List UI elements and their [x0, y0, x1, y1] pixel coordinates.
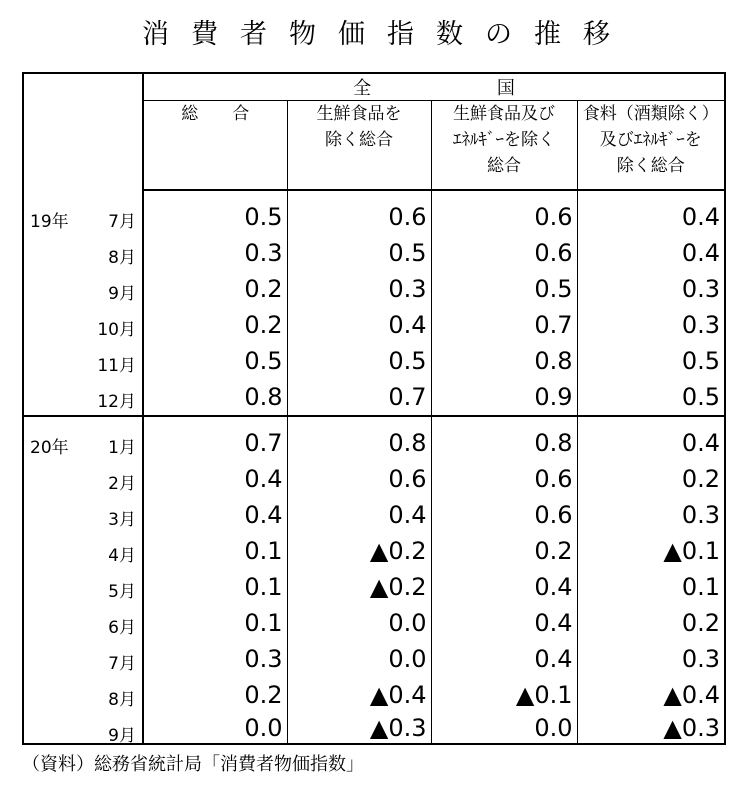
row-period [23, 497, 143, 533]
header-corner [23, 73, 143, 190]
header-line: 生鮮食品及び [453, 104, 555, 124]
table-cell: 0.0 [431, 713, 577, 744]
cpi-table [22, 72, 726, 745]
table-row [23, 199, 725, 235]
table-row [23, 379, 725, 416]
row-month: 2月 [108, 474, 136, 494]
row-month: 7月 [108, 654, 136, 674]
table-row [23, 713, 725, 744]
table-cell: 0.4 [431, 641, 577, 677]
table-cell: 0.3 [244, 239, 283, 267]
table-row [23, 641, 725, 677]
header-col-excl-fresh-food [287, 101, 431, 191]
table-cell: 0.2 [244, 681, 283, 709]
row-period [23, 713, 143, 744]
table-cell: 0.4 [287, 497, 431, 533]
row-month: 9月 [108, 726, 136, 746]
header-line: 総合 [487, 156, 521, 176]
row-period [23, 569, 143, 605]
table-cell: 0.4 [577, 235, 725, 271]
row-period [23, 343, 143, 379]
row-period [23, 235, 143, 271]
row-month: 8月 [108, 248, 136, 268]
header-line: 除く総合 [325, 130, 393, 150]
table-row [23, 497, 725, 533]
row-year: 19年 [30, 212, 69, 232]
table-cell: 0.0 [244, 714, 283, 742]
header-col-overall [143, 101, 287, 191]
table-cell: 0.5 [431, 271, 577, 307]
table-row [23, 271, 725, 307]
table-cell: 0.7 [244, 429, 283, 457]
row-period [23, 461, 143, 497]
table-cell: 0.8 [431, 425, 577, 461]
row-period [23, 379, 143, 416]
row-month: 1月 [108, 438, 136, 458]
row-period [23, 307, 143, 343]
table-row [23, 307, 725, 343]
page-title: 消費者物価指数の推移 [142, 19, 632, 50]
table-cell: 0.7 [431, 307, 577, 343]
table-cell: 0.6 [431, 199, 577, 235]
row-year: 20年 [30, 438, 69, 458]
row-month: 9月 [108, 284, 136, 304]
table-cell: 0.1 [244, 609, 283, 637]
table-cell: 0.4 [431, 569, 577, 605]
table-cell: 0.3 [577, 307, 725, 343]
row-month: 4月 [108, 546, 136, 566]
table-cell: 0.4 [577, 425, 725, 461]
table-cell: 0.8 [287, 425, 431, 461]
row-month: 11月 [97, 356, 136, 376]
table-cell: 0.2 [244, 275, 283, 303]
table-row [23, 677, 725, 713]
row-month: 5月 [108, 582, 136, 602]
table-cell: 0.8 [143, 379, 287, 416]
table-cell: 0.4 [577, 199, 725, 235]
table-cell: 0.6 [431, 461, 577, 497]
table-row [23, 235, 725, 271]
row-period [23, 271, 143, 307]
spacer-row [23, 416, 725, 425]
table-row [23, 343, 725, 379]
table-row [23, 533, 725, 569]
table-cell: 0.2 [577, 461, 725, 497]
row-period [23, 677, 143, 713]
table-cell: ▲0.4 [287, 677, 431, 713]
table-cell: 0.3 [577, 271, 725, 307]
table-cell: ▲0.2 [287, 533, 431, 569]
table-cell: 0.1 [577, 569, 725, 605]
table-cell: 0.6 [431, 235, 577, 271]
table-cell: 0.4 [287, 307, 431, 343]
row-period [23, 605, 143, 641]
table-cell: 0.5 [287, 235, 431, 271]
table-cell: 0.5 [287, 343, 431, 379]
table-cell: ▲0.2 [287, 569, 431, 605]
row-month: 10月 [97, 320, 136, 340]
table-cell: ▲0.1 [577, 533, 725, 569]
table-cell: 0.9 [431, 379, 577, 416]
table-row [23, 605, 725, 641]
table-cell: 0.4 [244, 465, 283, 493]
table-cell: ▲0.3 [287, 713, 431, 744]
table-cell: 0.0 [287, 641, 431, 677]
header-group-nation: 全 国 [143, 73, 725, 101]
header-line: 食料（酒類除く） [582, 104, 719, 124]
table-cell: 0.3 [577, 641, 725, 677]
row-period [23, 199, 143, 235]
header-line: 除く総合 [616, 156, 685, 176]
table-cell: 0.5 [244, 347, 283, 375]
table-cell: 0.5 [577, 379, 725, 416]
table-cell: ▲0.1 [431, 677, 577, 713]
table-cell: 0.4 [431, 605, 577, 641]
spacer-row [23, 190, 725, 199]
header-line: 総 合 [181, 104, 250, 124]
row-month: 8月 [108, 690, 136, 710]
table-cell: 0.3 [287, 271, 431, 307]
table-cell: ▲0.3 [577, 713, 725, 744]
table-cell: 0.2 [431, 533, 577, 569]
row-month: 12月 [97, 392, 136, 412]
table-row [23, 461, 725, 497]
header-col-excl-food-energy [577, 101, 725, 191]
row-period [23, 425, 143, 461]
table-cell: 0.6 [431, 497, 577, 533]
table-cell: 0.1 [244, 537, 283, 565]
table-cell: 0.5 [577, 343, 725, 379]
table-cell: 0.1 [244, 573, 283, 601]
row-period [23, 533, 143, 569]
table-cell: 0.8 [431, 343, 577, 379]
header-group-row [23, 73, 725, 101]
row-month: 3月 [108, 510, 136, 530]
table-cell: 0.2 [244, 311, 283, 339]
table-cell: 0.6 [287, 461, 431, 497]
header-line: 生鮮食品を [316, 104, 402, 124]
table-cell: 0.6 [287, 199, 431, 235]
table-cell: 0.7 [287, 379, 431, 416]
table-cell: 0.0 [287, 605, 431, 641]
header-line: ｴﾈﾙｷﾞｰを除く [453, 130, 555, 150]
table-row [23, 425, 725, 461]
table-cell: 0.5 [244, 203, 283, 231]
row-period [23, 641, 143, 677]
row-month: 7月 [108, 212, 136, 232]
table-row [23, 569, 725, 605]
table-cell: ▲0.4 [577, 677, 725, 713]
table-cell: 0.3 [244, 645, 283, 673]
header-line: 及びｴﾈﾙｷﾞｰを [599, 130, 702, 150]
source-note: （資料）総務省統計局「消費者物価指数」 [22, 754, 364, 775]
table-cell: 0.2 [577, 605, 725, 641]
header-col-excl-fresh-food-energy [431, 101, 577, 191]
table-cell: 0.4 [244, 501, 283, 529]
row-month: 6月 [108, 618, 136, 638]
table-cell: 0.3 [577, 497, 725, 533]
